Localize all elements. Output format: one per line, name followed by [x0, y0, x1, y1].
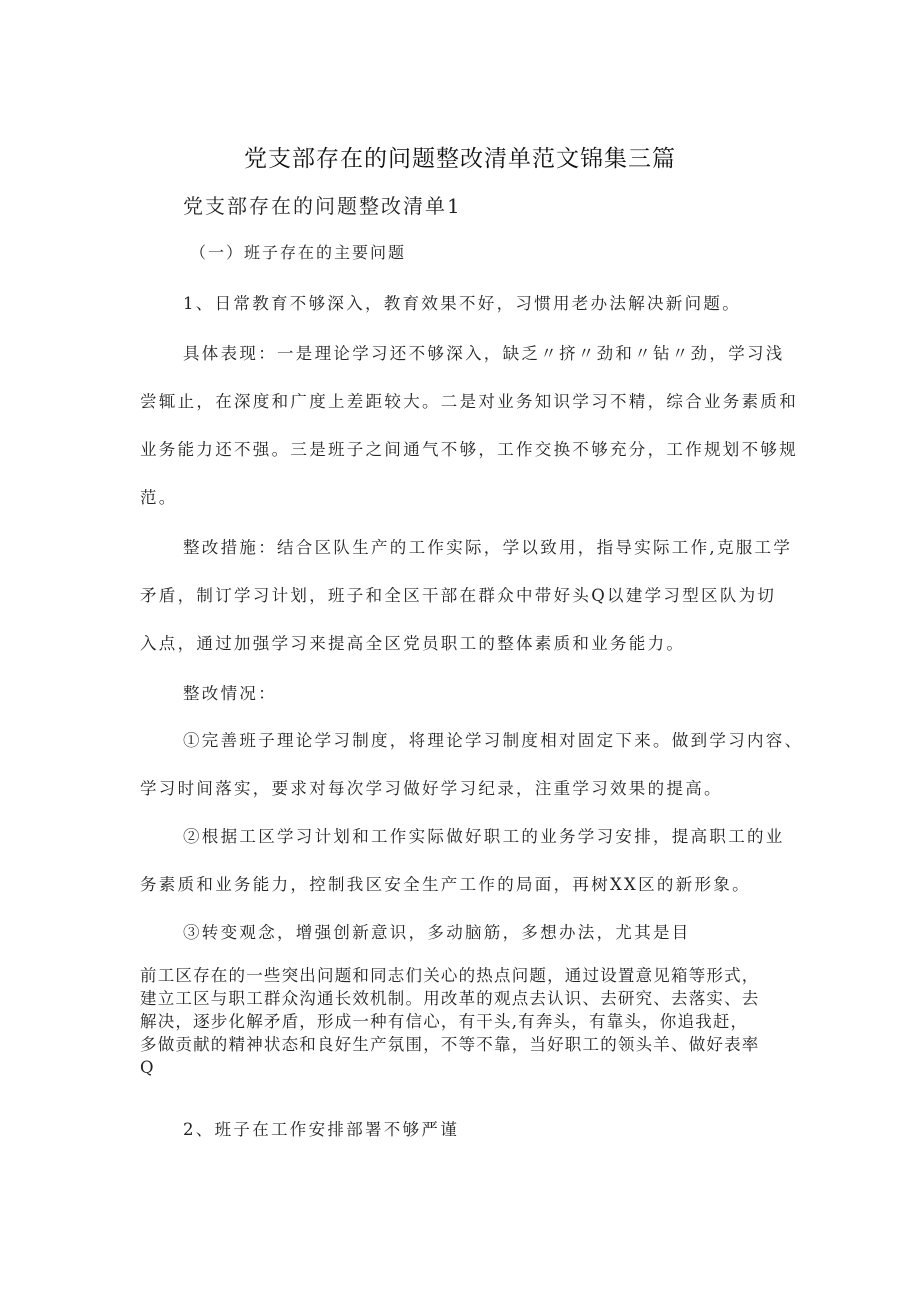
status-2-line: 务素质和业务能力，控制我区安全生产工作的局面，再树XX区的新形象。: [140, 875, 751, 894]
measures-line: 整改措施：结合区队生产的工作实际，学以致用，指导实际工作,克服工学: [183, 538, 793, 557]
item-1-heading: 1、日常教育不够深入，教育效果不好，习惯用老办法解决新问题。: [183, 294, 741, 313]
status-2-line: ②根据工区学习计划和工作实际做好职工的业务学习安排，提高职工的业: [183, 827, 785, 846]
continued-line: Q: [140, 1058, 155, 1077]
continued-line: 解决，逐步化解矛盾，形成一种有信心，有干头,有奔头，有靠头，你追我赶，: [140, 1012, 749, 1031]
status-heading: 整改情况：: [183, 684, 277, 703]
section-heading: （一）班子存在的主要问题: [190, 243, 407, 262]
measures-line: 矛盾，制订学习计划，班子和全区干部在群众中带好头Q以建学习型区队为切: [140, 586, 777, 605]
manifest-line: 范。: [140, 488, 178, 507]
manifest-line: 尝辄止，在深度和广度上差距较大。二是对业务知识学习不精，综合业务素质和: [140, 392, 798, 411]
continued-line: 多做贡献的精神状态和良好生产氛围，不等不靠，当好职工的领头羊、做好表率: [140, 1035, 760, 1054]
status-3-line: ③转变观念，增强创新意识，多动脑筋，多想办法，尤其是目: [183, 923, 691, 942]
manifest-line: 具体表现：一是理论学习还不够深入，缺乏〃挤〃劲和〃钻〃劲，学习浅: [183, 344, 785, 363]
continued-line: 前工区存在的一些突出问题和同志们关心的热点问题，通过设置意见箱等形式，: [140, 966, 760, 985]
status-1-line: ①完善班子理论学习制度，将理论学习制度相对固定下来。做到学习内容、: [183, 731, 804, 750]
status-1-line: 学习时间落实，要求对每次学习做好学习纪录，注重学习效果的提高。: [140, 779, 723, 798]
item-2-heading: 2、班子在工作安排部署不够严谨: [183, 1120, 459, 1139]
measures-line: 入点，通过加强学习来提高全区党员职工的整体素质和业务能力。: [140, 634, 686, 653]
continued-line: 建立工区与职工群众沟通长效机制。用改革的观点去认识、去研究、去落实、去: [140, 989, 760, 1008]
document-subtitle: 党支部存在的问题整改清单1: [183, 194, 462, 218]
continued-paragraph: [140, 964, 790, 1079]
document-title: 党支部存在的问题整改清单范文锦集三篇: [244, 146, 676, 172]
manifest-line: 业务能力还不强。三是班子之间通气不够，工作交换不够充分，工作规划不够规: [140, 440, 798, 459]
